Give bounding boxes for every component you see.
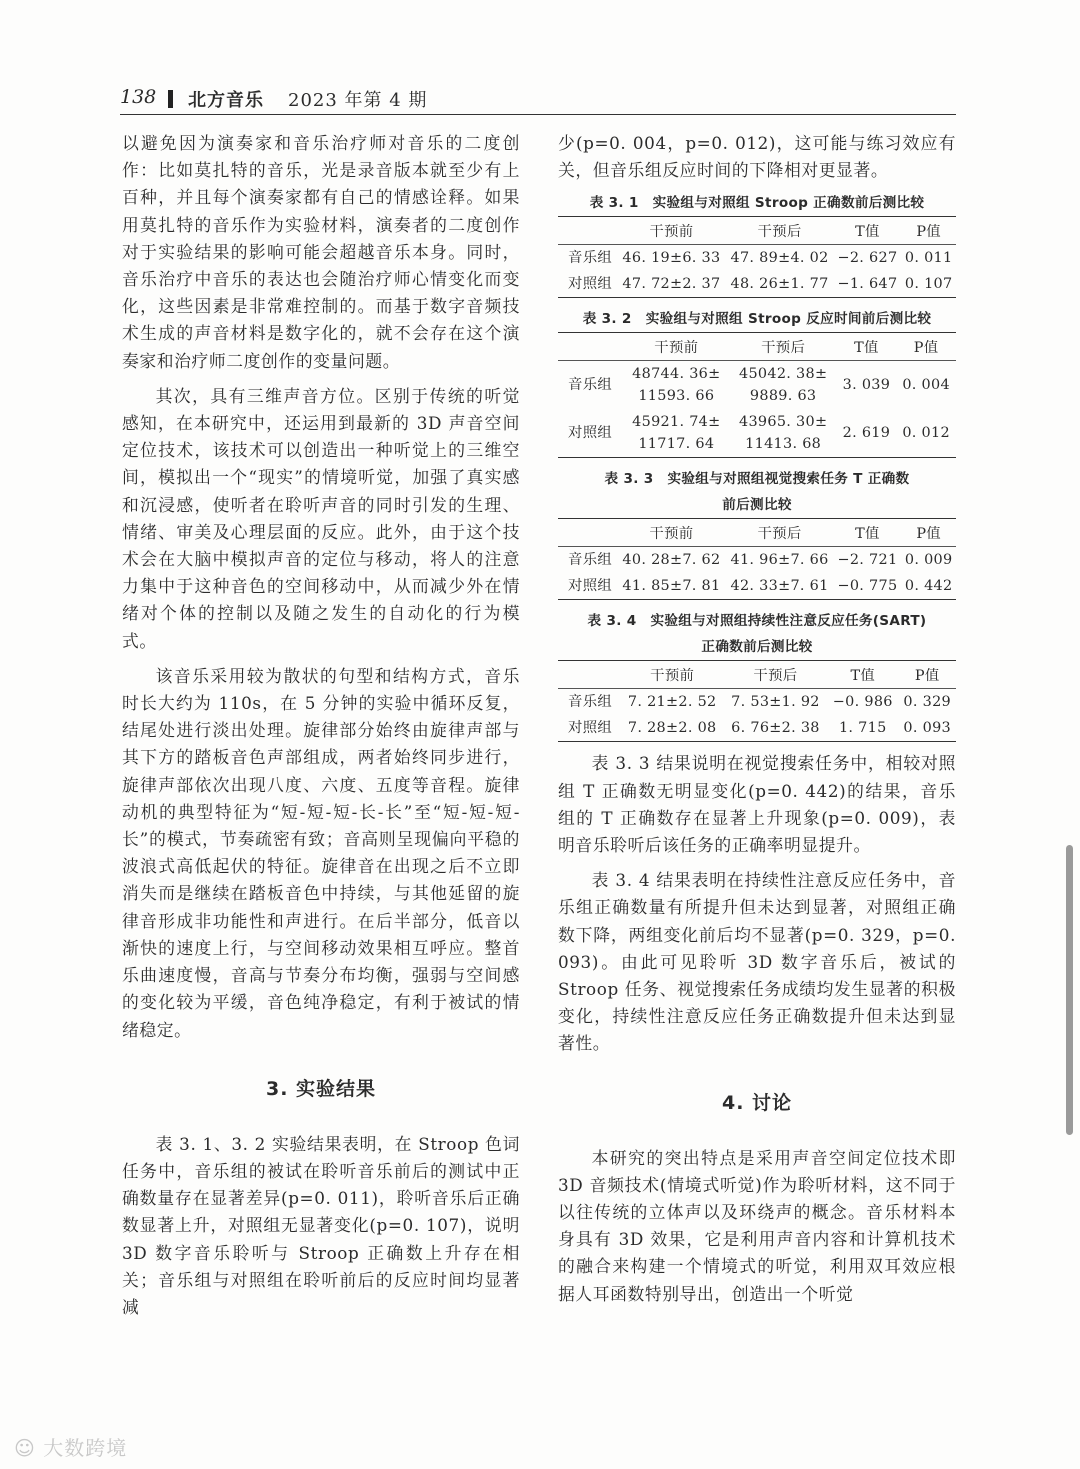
- table-row: 对照组 7. 28±2. 08 6. 76±2. 38 1. 715 0. 093: [568, 720, 951, 737]
- running-header: [120, 82, 956, 115]
- left-paragraph-4: 表 3. 1、3. 2 实验结果表明，在 Stroop 色词任务中，音乐组的被试在聆听音乐前后的测试中正确数量存在显著差异(p=0. 011)，聆听音乐后正确数显著上升，对照组无显著变化(p=0. 107)，说明 3D 数字音乐聆听与 Stroop 正确数上升存在相关；音乐组与对照组在聆听前后的反应时间均显著减: [122, 1133, 520, 1317]
- table-header-row: 干预前 干预后 T值 P值: [558, 661, 956, 689]
- table-row: 音乐组 40. 28±7. 62 41. 96±7. 66 −2. 721 0. 009: [568, 552, 953, 569]
- right-paragraph-3: 表 3. 4 结果表明在持续性注意反应任务中，音乐组正确数量有所提升但未达到显著，对照组正确数下降，两组变化前后均不显著(p=0. 329，p=0. 093)。由此可见聆听 3D 数字音乐后，被试的 Stroop 任务、视觉搜索任务成绩均发生显著的积极变化，持续性注意反应任务正确数提升但未达到显著性。: [558, 870, 956, 1054]
- table-caption: 表 3. 2 实验组与对照组 Stroop 反应时间前后测比较: [582, 311, 932, 328]
- left-paragraph-2: 其次，具有三维声音方位。区别于传统的听觉感知，在本研究中，还运用到最新的 3D 声音空间定位技术，该技术可以创造出一种听觉上的三维空间，模拟出一个“现实”的情境听觉，加强了真实感和沉浸感，使听者在聆听声音的同时引发的生理、情绪、审美及心理层面的反应。此外，由于这个技术会在大脑中模拟声音的定位与移动，将人的注意力集中于这种音色的空间移动中，从而减少外在情绪对个体的控制以及随之发生的自动化的行为模式。: [122, 385, 520, 651]
- left-paragraph-1: 以避免因为演奏家和音乐治疗师对音乐的二度创作：比如莫扎特的音乐，光是录音版本就至少有上百种，并且每个演奏家都有自己的情感诠释。如果用莫扎特的音乐作为实验材料，演奏者的二度创作对于实验结果的影响可能会超越音乐本身。同时，音乐治疗中音乐的表达也会随治疗师心情变化而变化，这些因素是非常难控制的。而基于数字音频技术生成的声音材料是数字化的，就不会存在这个演奏家和治疗师二度创作的变量问题。: [122, 133, 520, 371]
- table-caption: 表 3. 3 实验组与对照组视觉搜索任务 T 正确数 前后测比较: [604, 471, 910, 514]
- table-caption: 表 3. 1 实验组与对照组 Stroop 正确数前后测比较: [589, 195, 925, 212]
- scrollbar-thumb[interactable]: [1066, 845, 1073, 1135]
- watermark-logo: ☺ 大数跨境: [14, 1436, 128, 1460]
- section-4-title: 4. 讨论: [721, 1091, 793, 1114]
- results-table: [558, 518, 956, 600]
- page-number: 138: [120, 86, 157, 108]
- table-header-row: 干预前 干预后 T值 P值: [558, 333, 956, 361]
- table-caption: 表 3. 4 实验组与对照组持续性注意反应任务(SART) 正确数前后测比较: [587, 613, 927, 656]
- results-table: [558, 660, 956, 742]
- watermark-icon: ☺: [14, 1436, 36, 1460]
- right-paragraph-2: 表 3. 3 结果说明在视觉搜索任务中，相较对照组 T 正确数无明显变化(p=0. 442)的结果，音乐组的 T 正确数存在显著上升现象(p=0. 009)，表明音乐聆听后该任务的正确率明显提升。: [558, 753, 956, 856]
- left-column: [122, 130, 520, 1321]
- table-3-1: [558, 190, 956, 298]
- section-3-title: 3. 实验结果: [265, 1077, 377, 1100]
- table-row: 音乐组 7. 21±2. 52 7. 53±1. 92 −0. 986 0. 329: [568, 694, 951, 711]
- table-header-row: 干预前 干预后 T值 P值: [558, 217, 956, 245]
- right-paragraph-1: 少(p=0. 004，p=0. 012)，这可能与练习效应有关，但音乐组反应时间的下降相对更显著。: [558, 133, 956, 181]
- journal-name: 北方音乐: [188, 90, 264, 111]
- table-3-4: [558, 608, 956, 742]
- journal-issue: 2023 年第 4 期: [288, 90, 428, 111]
- table-row: 对照组 47. 72±2. 37 48. 26±1. 77 −1. 647 0. 107: [568, 276, 953, 293]
- table-row: 音乐组 48744. 36± 11593. 66 45042. 38± 9889. 63 3. 039 0. 004: [568, 366, 950, 405]
- table-row: 对照组 41. 85±7. 81 42. 33±7. 61 −0. 775 0. 442: [568, 578, 953, 595]
- left-paragraph-3: 该音乐采用较为散状的句型和结构方式，音乐时长大约为 110s，在 5 分钟的实验中循环反复，结尾处进行淡出处理。旋律部分始终由旋律声部与其下方的踏板音色声部组成，两者始终同步进行，旋律声部依次出现八度、六度、五度等音程。旋律动机的典型特征为“短-短-短-长-长”至“短-短-短-长”的模式，节奏疏密有致；音高则呈现偏向平稳的波浪式高低起伏的特征。旋律音在出现之后不立即消失而是继续在踏板音色中持续，与其他延留的旋律音形成非功能性和声进行。在后半部分，低音以渐快的速度上行，与空间移动效果相互呼应。整首乐曲速度慢，音高与节奏分布均衡，强弱与空间感的变化较为平缓，音色纯净稳定，有利于被试的情绪稳定。: [122, 665, 520, 1040]
- table-row: 对照组 45921. 74± 11717. 64 43965. 30± 11413. 68 2. 619 0. 012: [568, 414, 950, 453]
- table-row: 音乐组 46. 19±6. 33 47. 89±4. 02 −2. 627 0. 011: [568, 250, 953, 267]
- table-3-3: [558, 466, 956, 600]
- right-paragraph-4: 本研究的突出特点是采用声音空间定位技术即 3D 音频技术(情境式听觉)作为聆听材料，这不同于以往传统的立体声以及环绕声的概念。音乐材料本身具有 3D 效果，它是利用声音内容和计算机技术的融合来构建一个情境式的听觉，利用双耳效应根据人耳函数特别导出，创造出一个听觉: [558, 1147, 956, 1304]
- right-column: [558, 130, 956, 1308]
- results-table: [558, 216, 956, 298]
- header-divider-bar: [168, 90, 173, 108]
- table-header-row: 干预前 干预后 T值 P值: [558, 519, 956, 547]
- table-3-2: [558, 306, 956, 458]
- results-table: [558, 332, 956, 458]
